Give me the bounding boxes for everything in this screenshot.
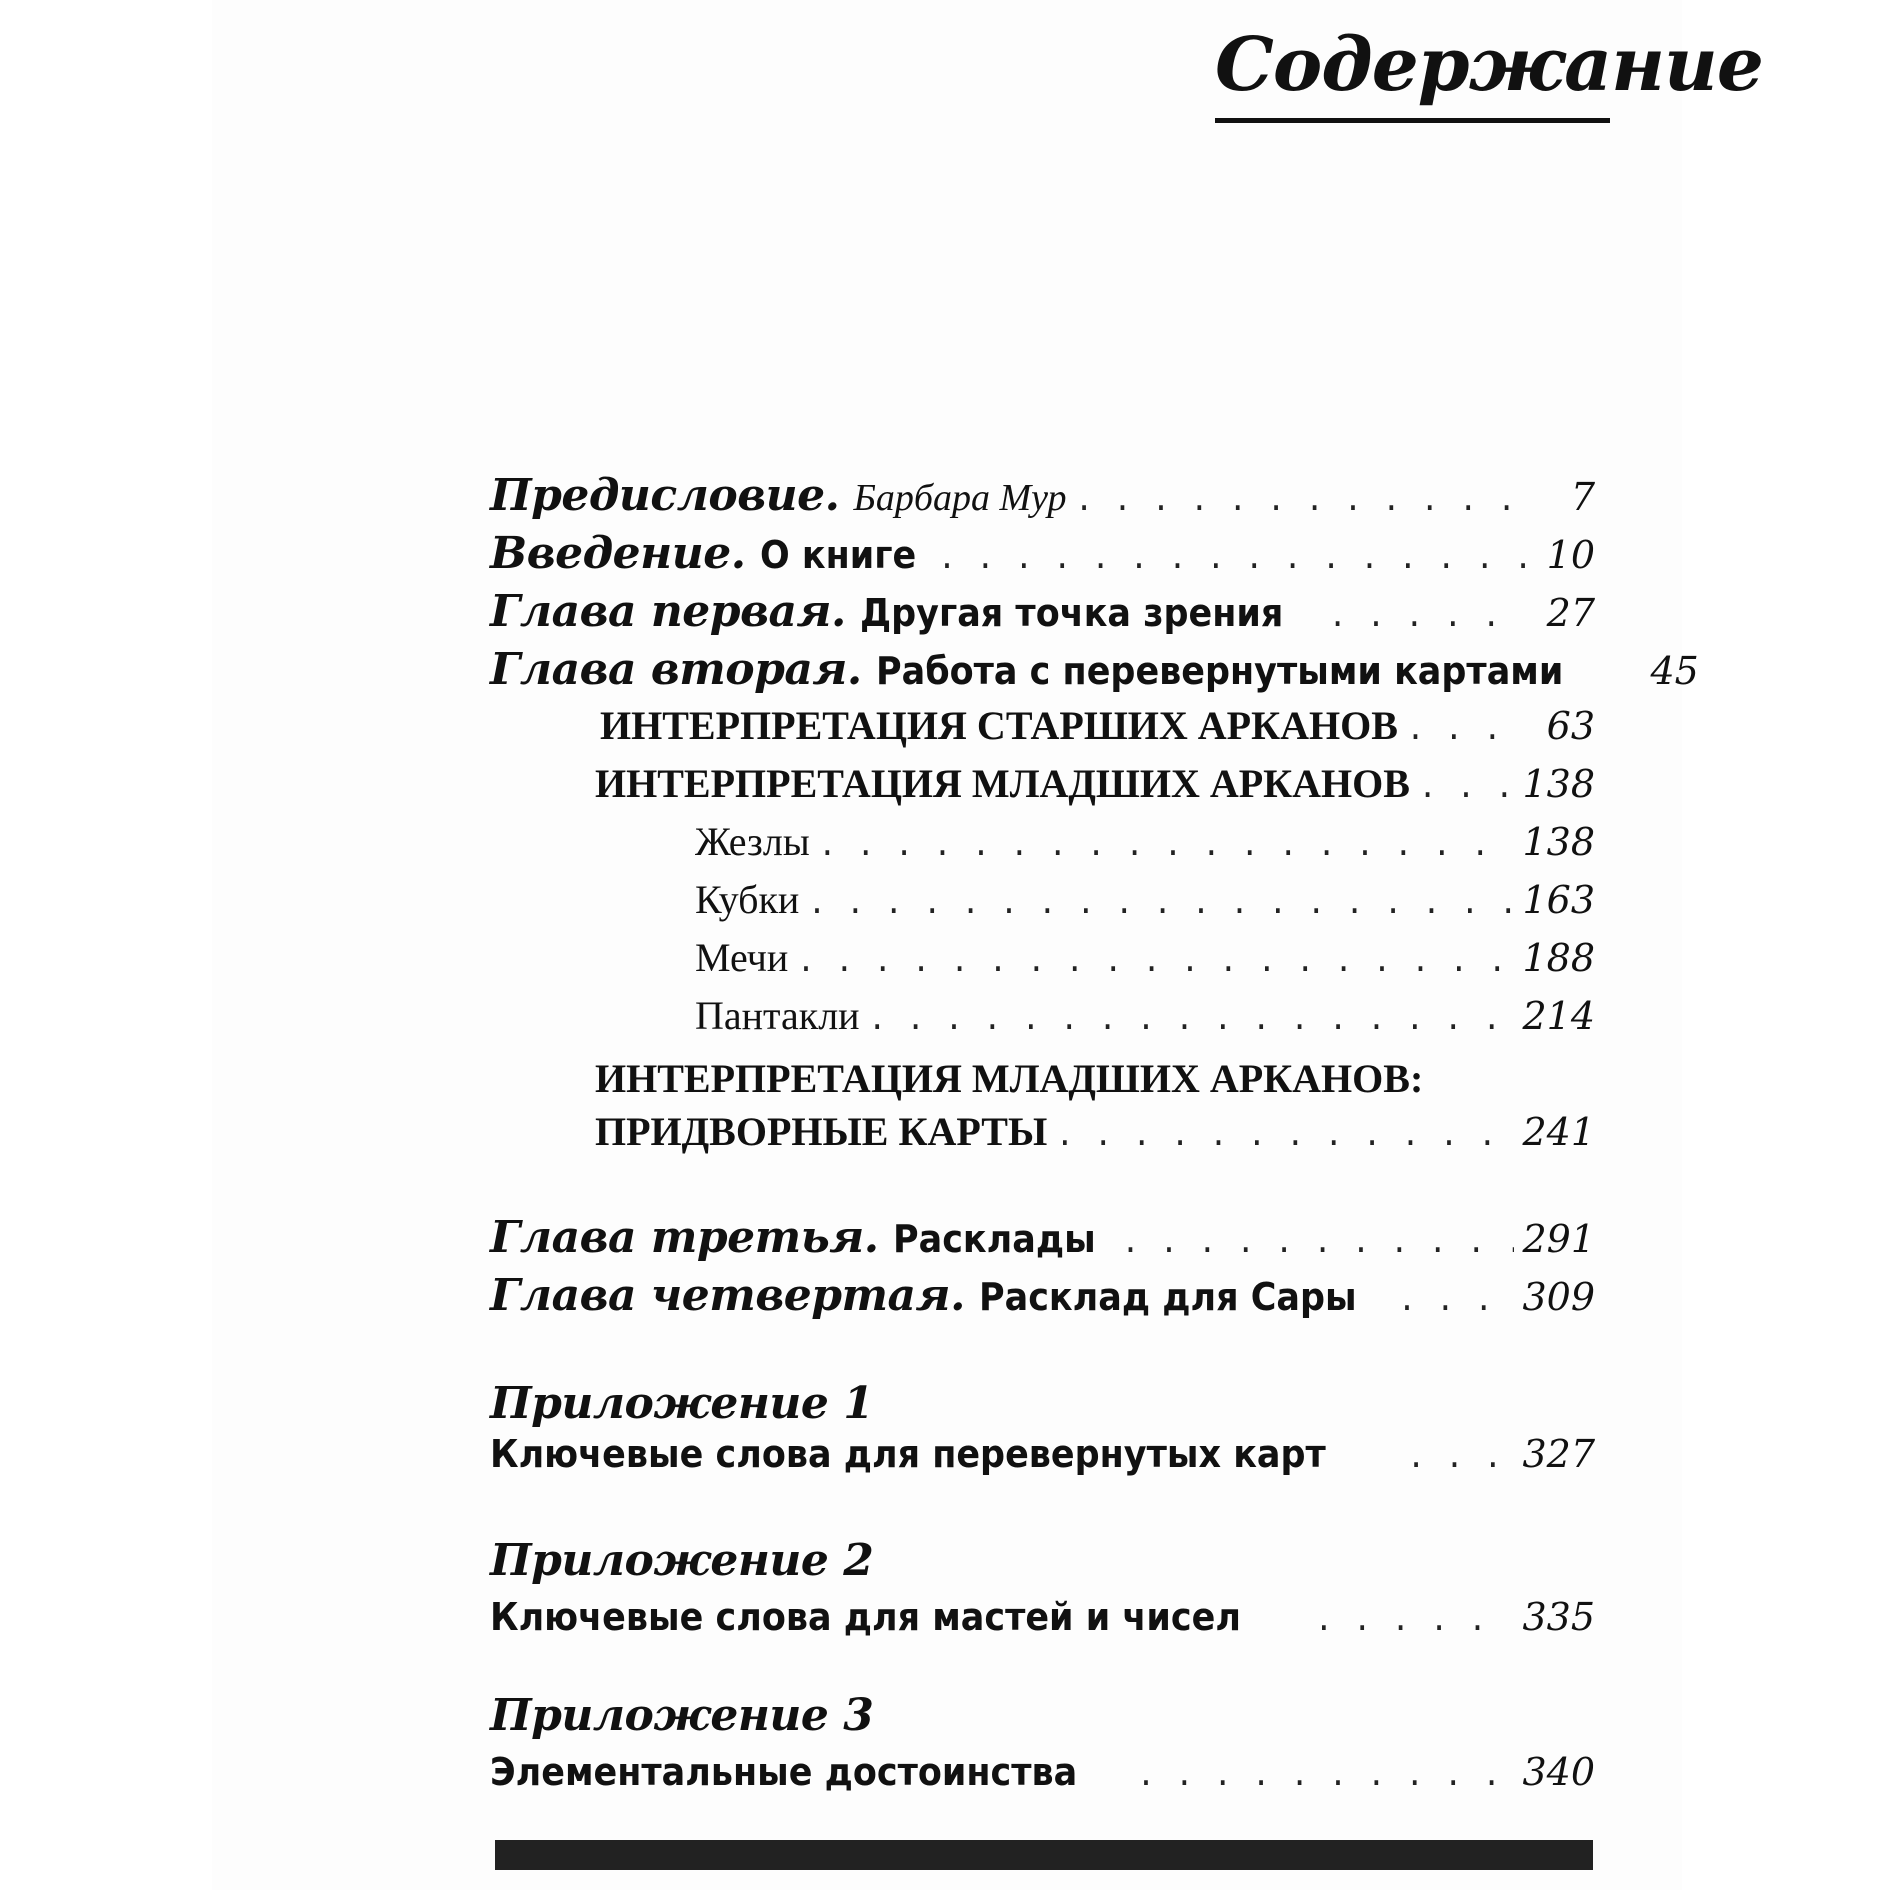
dot-leader: [796, 944, 1514, 981]
toc-entry-appendix-2[interactable]: [490, 1595, 1595, 1655]
toc-appendix-3-title: Приложение 3: [490, 1690, 874, 1741]
entry-label: Ключевые слова для мастей и чисел: [490, 1595, 1241, 1639]
dot-leader: [1328, 599, 1527, 636]
entry-label-script: Глава третья.: [490, 1212, 879, 1263]
entry-label: Элементальные достоинства: [490, 1750, 1078, 1794]
entry-page-number: 138: [1522, 762, 1595, 806]
entry-label: ПРИДВОРНЫЕ КАРТЫ: [595, 1109, 1048, 1154]
entry-label: Другая точка зрения: [859, 591, 1284, 635]
dot-leader: [1136, 1758, 1514, 1795]
dot-leader: [807, 886, 1514, 923]
toc-entry-chapter-3[interactable]: [490, 1212, 1595, 1272]
toc-entry-chapter-4[interactable]: [490, 1270, 1595, 1330]
entry-page-number: 340: [1522, 1750, 1595, 1794]
entry-page-number: 27: [1546, 591, 1595, 635]
toc-entry-wands[interactable]: [695, 818, 1595, 878]
dot-leader: [1406, 712, 1527, 749]
dot-leader: [818, 828, 1515, 865]
dot-leader: [1418, 770, 1515, 807]
dot-leader: [1314, 1603, 1514, 1640]
entry-label: Пантакли: [695, 993, 860, 1038]
entry-label-script: Предисловие.: [490, 470, 840, 521]
page-title: Содержание: [1215, 22, 1763, 108]
toc-appendix-1-title: Приложение 1: [490, 1378, 874, 1429]
entry-page-number: 7: [1570, 475, 1595, 519]
dot-leader: [1075, 483, 1527, 520]
entry-label-script: Введение.: [490, 528, 746, 579]
entry-label-script: Глава четвертая.: [490, 1270, 965, 1321]
footer-bar: [495, 1840, 1593, 1870]
toc-entry-swords[interactable]: [695, 934, 1595, 994]
entry-page-number: 335: [1522, 1595, 1595, 1639]
toc-entry-appendix-1[interactable]: [490, 1432, 1595, 1492]
toc-entry-chapter-2[interactable]: [490, 644, 1699, 704]
toc-entry-court-cards[interactable]: [595, 1108, 1595, 1168]
toc-entry-major-arcana[interactable]: [600, 702, 1595, 762]
dot-leader: [868, 1002, 1515, 1039]
dot-leader: [937, 541, 1527, 578]
dot-leader: [1121, 1225, 1515, 1262]
dot-leader: [1397, 1283, 1514, 1320]
entry-label: Ключевые слова для перевернутых карт: [490, 1432, 1326, 1476]
toc-entry-court-cards-line1: ИНТЕРПРЕТАЦИЯ МЛАДШИХ АРКАНОВ:: [595, 1056, 1424, 1101]
toc-entry-minor-arcana[interactable]: [595, 760, 1595, 820]
toc-entry-foreword[interactable]: [490, 470, 1595, 530]
entry-page-number: 163: [1522, 878, 1595, 922]
entry-label: Кубки: [695, 877, 800, 922]
entry-page-number: 45: [1650, 649, 1699, 693]
entry-page-number: 138: [1522, 820, 1595, 864]
entry-label: Мечи: [695, 935, 789, 980]
entry-label: ИНТЕРПРЕТАЦИЯ СТАРШИХ АРКАНОВ: [600, 703, 1398, 748]
entry-label: Расклад для Сары: [978, 1275, 1357, 1319]
entry-page-number: 327: [1522, 1432, 1595, 1476]
dot-leader: [1406, 1440, 1514, 1477]
toc-entry-appendix-3[interactable]: [490, 1750, 1595, 1810]
dot-leader: [1055, 1118, 1514, 1155]
toc-entry-chapter-1[interactable]: [490, 586, 1595, 646]
toc-appendix-2-title: Приложение 2: [490, 1535, 874, 1586]
entry-page-number: 309: [1522, 1275, 1595, 1319]
entry-page-number: 291: [1522, 1217, 1595, 1261]
entry-page-number: 188: [1522, 936, 1595, 980]
entry-label-script: Глава вторая.: [490, 644, 862, 695]
entry-label-script: Глава первая.: [490, 586, 846, 637]
entry-page-number: 241: [1522, 1110, 1595, 1154]
toc-entry-introduction[interactable]: [490, 528, 1595, 588]
toc-entry-cups[interactable]: [695, 876, 1595, 936]
entry-page-number: 10: [1546, 533, 1595, 577]
entry-page-number: 214: [1522, 994, 1595, 1038]
entry-label: Расклады: [892, 1217, 1096, 1261]
entry-label: ИНТЕРПРЕТАЦИЯ МЛАДШИХ АРКАНОВ: [595, 761, 1410, 806]
entry-label: Работа с перевернутыми картами: [875, 649, 1564, 693]
entry-label: О книге: [759, 533, 916, 577]
entry-label: Барбара Мур: [853, 477, 1067, 519]
entry-label: Жезлы: [695, 819, 810, 864]
entry-page-number: 63: [1546, 704, 1595, 748]
toc-entry-pentacles[interactable]: [695, 992, 1595, 1052]
